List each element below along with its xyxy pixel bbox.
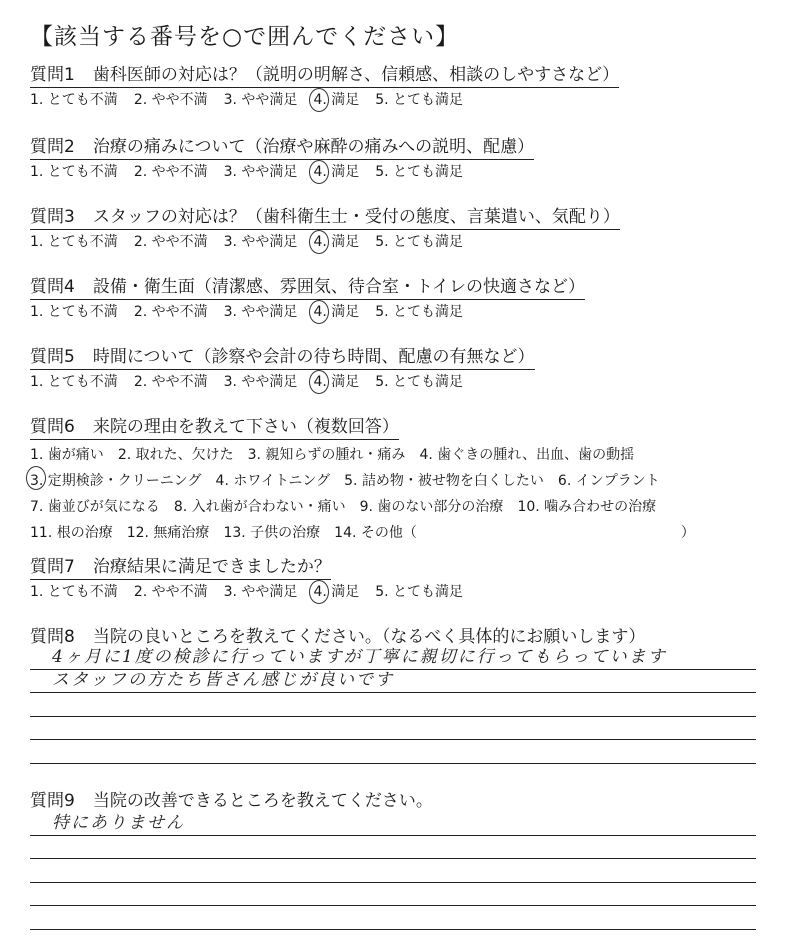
- option-1[interactable]: 1. とても不満: [30, 304, 118, 320]
- option-1[interactable]: 1. とても不満: [30, 374, 118, 390]
- option-2[interactable]: 2. やや不満: [133, 92, 208, 108]
- question-5: [30, 346, 535, 392]
- rating-options: [30, 90, 619, 110]
- reason-white-fillings[interactable]: 5. 詰め物・被せ物を白くしたい: [344, 473, 544, 489]
- question-text: 当院の改善できるところを教えてください。: [92, 791, 433, 811]
- question-number: 質問9: [30, 791, 75, 811]
- answer-line[interactable]: [30, 670, 756, 694]
- answer-line[interactable]: [30, 740, 756, 764]
- option-3[interactable]: 3. やや満足: [223, 234, 298, 250]
- option-2[interactable]: 2. やや不満: [133, 234, 208, 250]
- question-title: [30, 416, 399, 440]
- reason-row-4: [30, 520, 709, 546]
- option-1[interactable]: 1. とても不満: [30, 584, 118, 600]
- option-3[interactable]: 3. やや満足: [223, 304, 298, 320]
- question-text: 設備・衛生面（清潔感、雰囲気、待合室・トイレの快適さなど）: [92, 277, 585, 297]
- reason-10[interactable]: 10. 噛み合わせの治療: [517, 499, 657, 515]
- question-1: [30, 64, 619, 110]
- option-1[interactable]: 1. とても不満: [30, 164, 118, 180]
- answer-line[interactable]: [30, 906, 756, 930]
- reason-2[interactable]: 2. 取れた、欠けた: [117, 447, 234, 463]
- option-3[interactable]: 3. やや満足: [223, 584, 298, 600]
- question-text: 来院の理由を教えて下さい（複数回答）: [92, 417, 399, 437]
- reason-13[interactable]: 13. 子供の治療: [223, 525, 321, 541]
- option-4-selected[interactable]: 4. 満足: [313, 234, 360, 250]
- rating-options: [30, 232, 620, 252]
- question-text: 治療結果に満足できましたか？: [92, 557, 331, 577]
- option-3[interactable]: 3. やや満足: [223, 92, 298, 108]
- answer-line[interactable]: [30, 717, 756, 741]
- answer-lines-q8: [30, 646, 756, 764]
- reason-7[interactable]: 7. 歯並びが気になる: [30, 499, 160, 515]
- option-5[interactable]: 5. とても満足: [375, 164, 464, 180]
- answer-lines-q9: [30, 812, 756, 930]
- reason-options: [30, 442, 709, 546]
- question-text: 治療の痛みについて（治療や麻酔の痛みへの説明、配慮）: [92, 137, 535, 157]
- question-title: [30, 556, 331, 580]
- question-text: 時間について（診察や会計の待ち時間、配慮の有無など）: [92, 347, 535, 367]
- answer-line[interactable]: [30, 883, 756, 907]
- answer-line[interactable]: [30, 859, 756, 883]
- question-number: 質問4: [30, 277, 75, 297]
- question-text: 当院の良いところを教えてください。（なるべく具体的にお願いします）: [92, 627, 646, 647]
- reason-3[interactable]: 3. 親知らずの腫れ・痛み: [247, 447, 406, 463]
- option-5[interactable]: 5. とても満足: [375, 304, 464, 320]
- option-5[interactable]: 5. とても満足: [375, 374, 464, 390]
- rating-options: [30, 162, 534, 182]
- option-4-selected[interactable]: 4. 満足: [313, 584, 360, 600]
- option-3[interactable]: 3. やや満足: [223, 374, 298, 390]
- option-5[interactable]: 5. とても満足: [375, 92, 464, 108]
- question-title: [30, 276, 585, 300]
- reason-8[interactable]: 8. 入れ歯が合わない・痛い: [173, 499, 346, 515]
- reason-12[interactable]: 12. 無痛治療: [126, 525, 210, 541]
- rating-options: [30, 302, 585, 322]
- question-title: [30, 206, 620, 230]
- question-4: [30, 276, 585, 322]
- reason-4[interactable]: 4. 歯ぐきの腫れ、出血、歯の動揺: [419, 447, 635, 463]
- question-title: [30, 346, 535, 370]
- reason-1[interactable]: 1. 歯が痛い: [30, 447, 104, 463]
- option-4-selected[interactable]: 4. 満足: [313, 92, 360, 108]
- option-1[interactable]: 1. とても不満: [30, 92, 118, 108]
- question-6: [30, 416, 709, 546]
- question-title: [30, 136, 534, 160]
- question-7: [30, 556, 479, 602]
- question-number: 質問8: [30, 627, 75, 647]
- option-5[interactable]: 5. とても満足: [375, 584, 464, 600]
- other-close-paren: ）: [680, 525, 695, 541]
- handwritten-answer: 4ヶ月に1度の検診に行っていますが丁寧に親切に行ってもらっています: [52, 646, 667, 667]
- reason-11[interactable]: 11. 根の治療: [30, 525, 113, 541]
- handwritten-answer: 特にありません: [52, 812, 185, 833]
- question-title: [30, 64, 619, 88]
- reason-implant[interactable]: 6. インプラント: [557, 473, 660, 489]
- option-1[interactable]: 1. とても不満: [30, 234, 118, 250]
- option-4-selected[interactable]: 4. 満足: [313, 304, 360, 320]
- reason-row-2: [30, 468, 709, 494]
- page-header: 【該当する番号を○で囲んでください】: [30, 24, 460, 50]
- answer-line[interactable]: [30, 693, 756, 717]
- handwritten-answer: スタッフの方たち皆さん感じが良いです: [52, 670, 394, 690]
- answer-line[interactable]: [30, 812, 756, 836]
- reason-row-1: [30, 442, 709, 468]
- rating-options: [30, 372, 535, 392]
- option-2[interactable]: 2. やや不満: [133, 304, 208, 320]
- question-text: スタッフの対応は？（歯科衛生士・受付の態度、言葉遣い、気配り）: [92, 207, 620, 227]
- question-number: 質問5: [30, 347, 75, 367]
- question-number: 質問6: [30, 417, 75, 437]
- option-2[interactable]: 2. やや不満: [133, 374, 208, 390]
- reason-14-other[interactable]: 14. その他（: [334, 525, 417, 541]
- question-number: 質問3: [30, 207, 75, 227]
- question-number: 質問7: [30, 557, 75, 577]
- reason-row-3: [30, 494, 709, 520]
- option-5[interactable]: 5. とても満足: [375, 234, 464, 250]
- option-2[interactable]: 2. やや不満: [133, 164, 208, 180]
- question-3: [30, 206, 620, 252]
- question-text: 歯科医師の対応は？（説明の明解さ、信頼感、相談のしやすさなど）: [92, 65, 620, 85]
- option-4-selected[interactable]: 4. 満足: [313, 374, 360, 390]
- option-3[interactable]: 3. やや満足: [223, 164, 298, 180]
- option-4-selected[interactable]: 4. 満足: [313, 164, 360, 180]
- answer-line[interactable]: [30, 836, 756, 860]
- question-number: 質問1: [30, 65, 75, 85]
- option-2[interactable]: 2. やや不満: [133, 584, 208, 600]
- question-number: 質問2: [30, 137, 75, 157]
- rating-options: [30, 582, 479, 602]
- reason-9[interactable]: 9. 歯のない部分の治療: [359, 499, 504, 515]
- reason-checkup-selected[interactable]: 3. 定期検診・クリーニング: [30, 468, 202, 494]
- question-2: [30, 136, 534, 182]
- reason-whitening[interactable]: 4. ホワイトニング: [215, 473, 331, 489]
